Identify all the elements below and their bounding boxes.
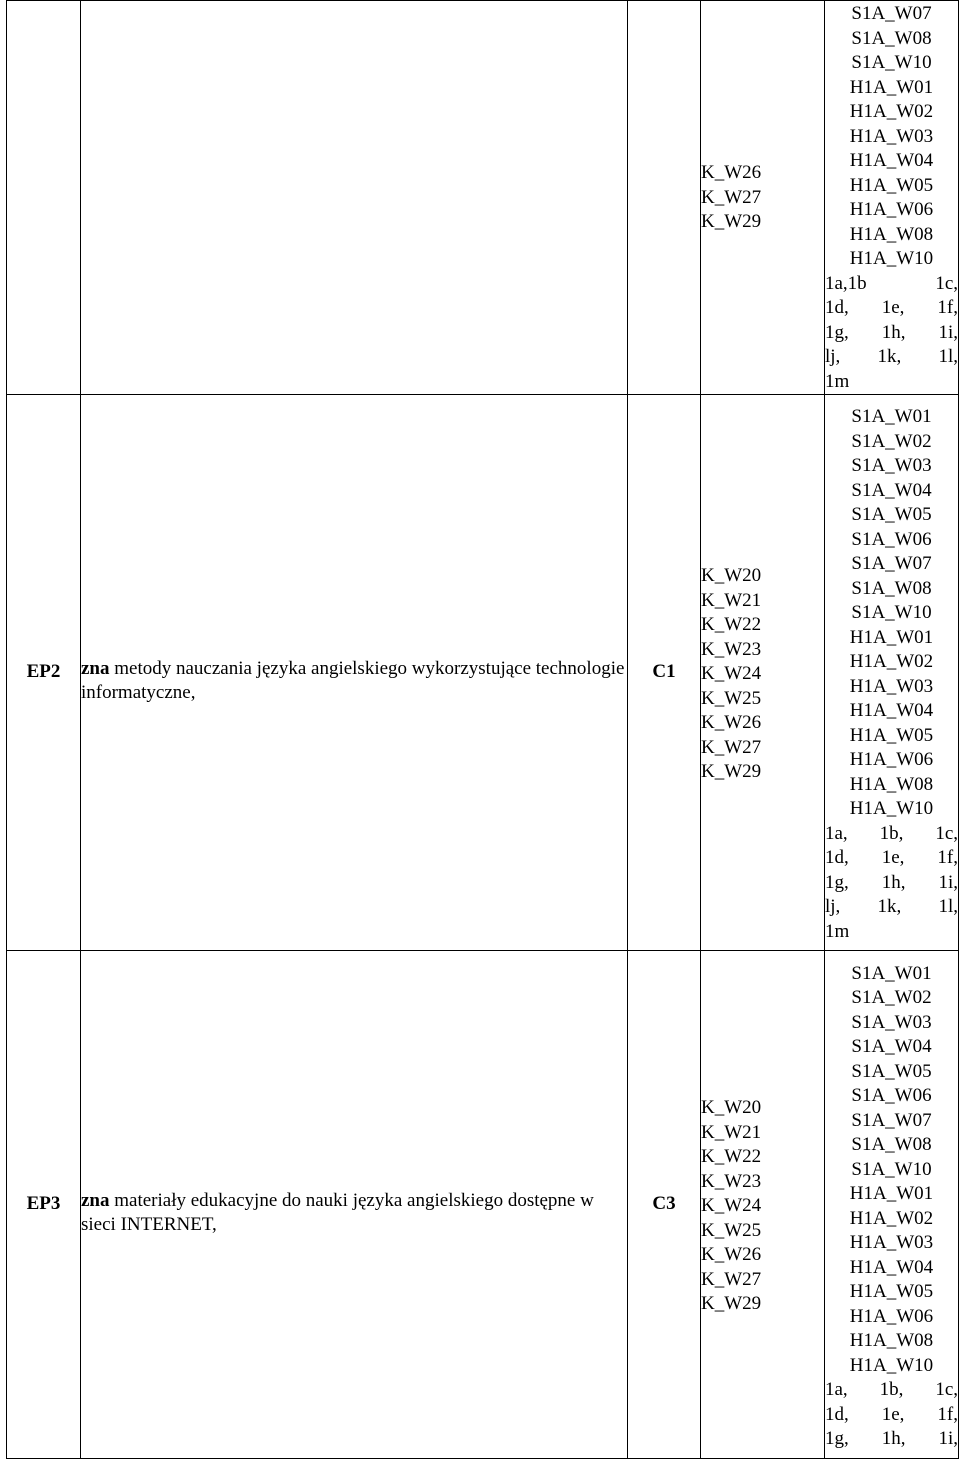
table-row xyxy=(7,951,959,1459)
reference-code: S1A_W08 xyxy=(851,27,932,49)
k-code: K_W21 xyxy=(701,589,762,611)
section-reference-line xyxy=(825,1378,958,1403)
reference-code: H1A_W10 xyxy=(849,248,934,269)
section-reference: 1h, xyxy=(881,1428,906,1449)
section-reference: lj, xyxy=(825,896,841,917)
k-code: K_W22 xyxy=(701,1146,762,1168)
k-code: K_W29 xyxy=(701,211,762,233)
k-code: K_W26 xyxy=(701,1244,762,1266)
k-code: K_W26 xyxy=(701,712,762,734)
reference-code: H1A_W02 xyxy=(849,1207,934,1229)
reference-code: H1A_W04 xyxy=(849,700,934,721)
section-reference: 1f, xyxy=(937,297,958,318)
section-reference-line xyxy=(825,321,958,346)
k-code: K_W21 xyxy=(701,1121,762,1143)
reference-code: H1A_W08 xyxy=(849,773,934,795)
section-reference-line xyxy=(825,871,958,896)
reference-code: S1A_W04 xyxy=(851,1036,932,1057)
reference-code: H1A_W05 xyxy=(849,1281,934,1302)
k-code: K_W20 xyxy=(701,1097,762,1119)
section-reference-line xyxy=(825,1403,958,1428)
k-code: K_W29 xyxy=(701,1293,762,1315)
outcome-code: EP2 xyxy=(7,395,81,951)
reference-code: S1A_W03 xyxy=(851,1011,932,1033)
reference-code: S1A_W07 xyxy=(851,1109,932,1131)
outcome-description xyxy=(81,1,628,395)
reference-code: H1A_W06 xyxy=(849,199,934,220)
section-reference: 1i, xyxy=(938,1428,958,1449)
section-reference: 1f, xyxy=(937,847,958,868)
reference-code: S1A_W08 xyxy=(851,1134,932,1155)
reference-code: S1A_W05 xyxy=(851,504,932,525)
k-codes-cell xyxy=(701,395,825,951)
section-reference: 1c, xyxy=(935,822,958,844)
section-reference: 1e, xyxy=(881,297,905,318)
description-keyword: zna xyxy=(81,1189,110,1211)
section-reference: 1d, xyxy=(825,847,849,868)
section-reference: 1d, xyxy=(825,1403,849,1425)
section-reference: 1c, xyxy=(935,1379,958,1400)
reference-code: S1A_W02 xyxy=(851,430,932,452)
learning-outcomes-table xyxy=(6,0,959,1459)
reference-code: H1A_W08 xyxy=(849,1330,934,1351)
section-reference-line xyxy=(825,272,958,297)
k-code: K_W23 xyxy=(701,1170,762,1192)
section-reference: 1b, xyxy=(879,1379,904,1400)
reference-codes-cell xyxy=(825,951,959,1459)
reference-codes-cell xyxy=(825,395,959,951)
section-reference: 1b, xyxy=(879,822,904,844)
reference-code: S1A_W10 xyxy=(851,602,932,623)
table-row xyxy=(7,1,959,395)
section-reference-line xyxy=(825,846,958,871)
outcome-code xyxy=(7,1,81,395)
k-code: K_W27 xyxy=(701,1268,762,1290)
reference-code: S1A_W06 xyxy=(851,528,932,550)
description-text: materiały edukacyjne do nauki języka angielskiego dostępne w sieci INTERNET, xyxy=(81,1189,594,1235)
section-reference: 1e, xyxy=(881,1403,905,1425)
k-code: K_W24 xyxy=(701,1195,762,1217)
goal-code: C3 xyxy=(628,951,701,1459)
reference-code: S1A_W05 xyxy=(851,1060,932,1082)
reference-code: H1A_W08 xyxy=(849,223,934,245)
section-reference: 1a, xyxy=(825,1379,848,1400)
reference-code: H1A_W01 xyxy=(849,76,934,98)
reference-code: H1A_W04 xyxy=(849,1256,934,1278)
outcome-description xyxy=(81,951,628,1459)
description-keyword: zna xyxy=(81,657,110,679)
section-reference: lj, xyxy=(825,346,841,367)
reference-code: S1A_W02 xyxy=(851,987,932,1008)
description-text: metody nauczania języka angielskiego wykorzystujące technologie informatyczne, xyxy=(81,657,625,703)
section-reference: 1a, xyxy=(825,822,848,844)
reference-code: S1A_W10 xyxy=(851,1158,932,1180)
reference-code: H1A_W01 xyxy=(849,626,934,648)
k-codes-cell xyxy=(701,1,825,395)
reference-code: S1A_W07 xyxy=(851,3,932,24)
k-code: K_W29 xyxy=(701,761,762,783)
outcome-code: EP3 xyxy=(7,951,81,1459)
section-reference: 1h, xyxy=(881,871,906,893)
k-code: K_W24 xyxy=(701,663,762,685)
reference-codes-cell xyxy=(825,1,959,395)
section-reference: 1d, xyxy=(825,297,849,318)
reference-code: S1A_W03 xyxy=(851,455,932,476)
reference-code: S1A_W01 xyxy=(851,962,932,984)
reference-code: H1A_W10 xyxy=(849,1354,934,1376)
reference-code: H1A_W10 xyxy=(849,798,934,819)
reference-code: H1A_W04 xyxy=(849,150,934,171)
reference-code: S1A_W01 xyxy=(851,406,932,427)
section-reference: 1g, xyxy=(825,321,849,343)
k-code: K_W22 xyxy=(701,614,762,636)
section-reference-line xyxy=(825,895,958,920)
section-reference: 1k, xyxy=(877,346,902,367)
table-row xyxy=(7,395,959,951)
reference-code: H1A_W03 xyxy=(849,1232,934,1253)
section-reference-line xyxy=(825,296,958,321)
k-codes-cell xyxy=(701,951,825,1459)
k-code: K_W27 xyxy=(701,186,762,208)
section-reference-line xyxy=(825,1427,958,1452)
section-reference: 1g, xyxy=(825,1428,849,1449)
section-reference: 1h, xyxy=(881,321,906,343)
reference-code: S1A_W10 xyxy=(851,52,932,73)
reference-code: H1A_W02 xyxy=(849,101,934,122)
reference-code: H1A_W06 xyxy=(849,1305,934,1327)
k-code: K_W25 xyxy=(701,1219,762,1241)
section-reference: 1i, xyxy=(938,321,958,343)
k-code: K_W25 xyxy=(701,687,762,709)
section-reference: 1f, xyxy=(937,1403,958,1425)
section-reference: 1e, xyxy=(881,847,905,868)
section-reference: 1l, xyxy=(938,896,958,917)
table-body xyxy=(7,1,959,1459)
k-code: K_W26 xyxy=(701,162,762,184)
section-reference: 1k, xyxy=(877,896,902,917)
k-code: K_W23 xyxy=(701,638,762,660)
outcome-description xyxy=(81,395,628,951)
reference-code: H1A_W03 xyxy=(849,125,934,147)
goal-code: C1 xyxy=(628,395,701,951)
section-reference: 1m xyxy=(825,370,850,392)
section-reference: 1c, xyxy=(935,272,958,294)
reference-code: S1A_W07 xyxy=(851,553,932,574)
section-reference-line xyxy=(825,822,958,847)
section-reference: 1a,1b xyxy=(825,272,867,294)
reference-code: S1A_W06 xyxy=(851,1085,932,1106)
reference-code: S1A_W04 xyxy=(851,479,932,501)
reference-code: H1A_W03 xyxy=(849,675,934,697)
section-reference: 1i, xyxy=(938,871,958,893)
section-reference: 1g, xyxy=(825,871,849,893)
section-reference: 1l, xyxy=(938,346,958,367)
k-code: K_W20 xyxy=(701,565,762,587)
k-code: K_W27 xyxy=(701,736,762,758)
goal-code xyxy=(628,1,701,395)
section-reference: 1m xyxy=(825,920,850,942)
reference-code: S1A_W08 xyxy=(851,577,932,599)
reference-code: H1A_W05 xyxy=(849,724,934,746)
section-reference-line xyxy=(825,345,958,370)
reference-code: H1A_W02 xyxy=(849,651,934,672)
reference-code: H1A_W06 xyxy=(849,749,934,770)
reference-code: H1A_W01 xyxy=(849,1183,934,1204)
reference-code: H1A_W05 xyxy=(849,174,934,196)
